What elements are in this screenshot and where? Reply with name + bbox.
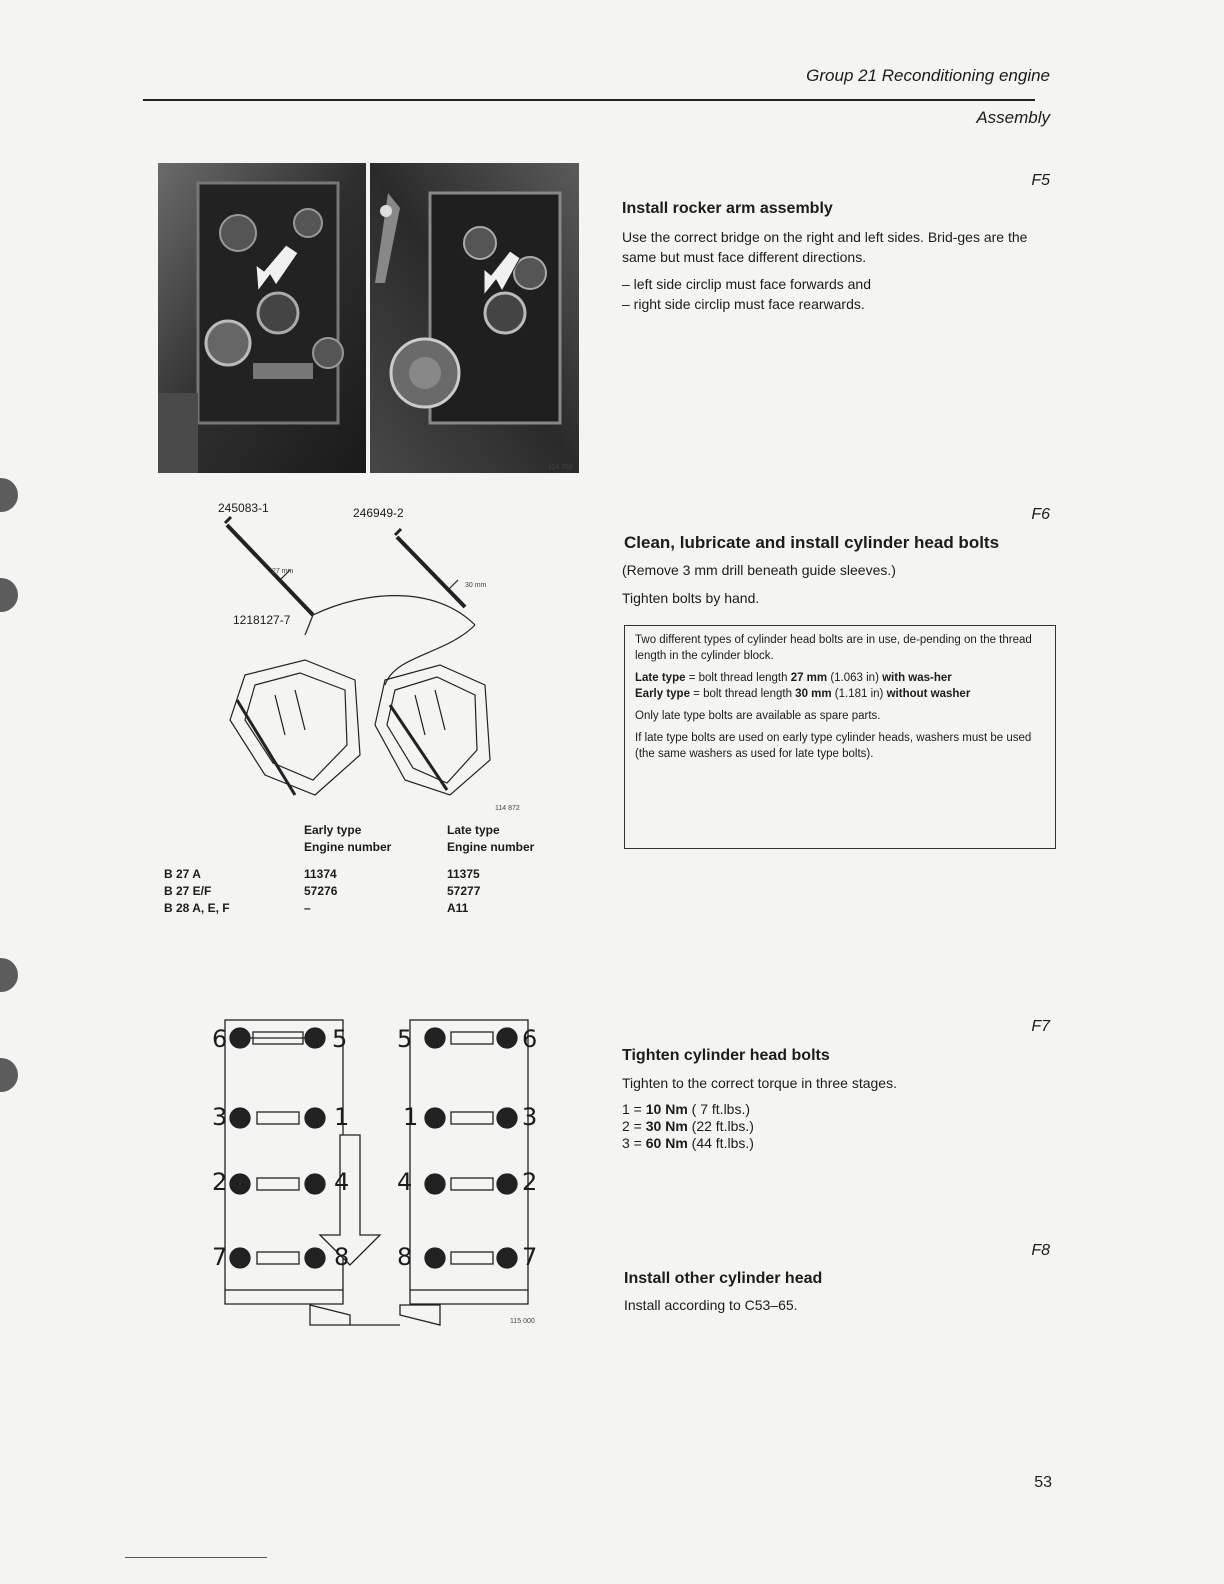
bolt-number: 1 [403,1103,419,1131]
section-code-f5: F5 [1031,172,1050,189]
thread-length-a: 27 mm [272,568,294,575]
section-code-f7: F7 [1031,1018,1050,1035]
list-item: – right side circlip must face rearwards. [622,296,865,312]
table-cell: B 28 A, E, F [164,901,230,915]
note-late-type: Late type = bolt thread length 27 mm (1.063 in) with was-her [635,672,952,684]
table-header-late: Late type Engine number [447,823,535,854]
note-paragraph: If late type bolts are used on early type cylinder heads, washers must be used (the same washers as used for late type bolts). [635,732,1032,760]
bolt-number: 6 [212,1025,228,1053]
figure-code: 115 000 [510,1318,535,1325]
table-cell: 57277 [447,884,481,898]
table-models [164,866,230,917]
note-paragraph: Two different types of cylinder head bolts are in use, de-pending on the thread length in the cylinder block. [635,634,1032,662]
section-body-f7: Tighten to the correct torque in three stages. [622,1075,897,1091]
bolt-diagram [185,495,585,825]
bolt-number: 5 [397,1025,413,1053]
section-line-f6-2: Tighten bolts by hand. [622,590,760,606]
list-item: 1 = 10 Nm ( 7 ft.lbs.) [622,1101,751,1117]
part-number-a: 245083-1 [218,501,269,515]
section-line-f6-1: (Remove 3 mm drill beneath guide sleeves.) [622,562,896,578]
rocker-arm-photo-left [158,163,366,473]
binder-hole [0,478,18,512]
table-header-early: Early type Engine number [304,823,392,854]
table-late-numbers [447,866,480,917]
bolt-number: 2 [212,1168,228,1196]
note-box [624,625,1056,849]
table-cell: B 27 A [164,867,201,881]
note-paragraph: Only late type bolts are available as spare parts. [635,710,881,722]
bolt-number: 8 [334,1243,350,1271]
bolt-number: 3 [522,1103,538,1131]
list-item: – left side circlip must face forwards and [622,276,871,292]
section-title-f7: Tighten cylinder head bolts [622,1047,830,1064]
section-code-f8: F8 [1031,1242,1050,1259]
binder-hole [0,958,18,992]
bolt-number: 7 [522,1243,538,1271]
section-header-title: Group 21 Reconditioning engine [806,66,1050,85]
part-number-b: 246949-2 [353,506,404,520]
section-title-f8: Install other cylinder head [624,1270,823,1287]
section-body-f8: Install according to C53–65. [624,1297,798,1313]
bolt-number: 4 [397,1168,413,1196]
binder-hole [0,578,18,612]
bolt-number: 8 [397,1243,413,1271]
table-cell: B 27 E/F [164,884,212,898]
table-cell: A11 [447,901,469,915]
footer-rule [125,1557,267,1558]
list-item: 2 = 30 Nm (22 ft.lbs.) [622,1118,754,1134]
page-number: 53 [1034,1474,1052,1491]
bolt-number: 2 [522,1168,538,1196]
binder-hole [0,1058,18,1092]
rocker-arm-photo-right [370,163,579,473]
photo-code: 114 769 [548,464,573,471]
header-rule [143,99,1035,101]
bolt-number: 6 [522,1025,538,1053]
section-body-f5: Use the correct bridge on the right and left sides. Brid-ges are the same but must face different directions. [622,229,1028,265]
table-cell: 11374 [304,867,337,881]
bolt-number: 1 [334,1103,350,1131]
table-cell: 11375 [447,867,480,881]
bolt-number: 3 [212,1103,228,1131]
section-header-subtitle: Assembly [976,108,1050,127]
bolt-number: 7 [212,1243,228,1271]
section-title-f6: Clean, lubricate and install cylinder head bolts [624,533,1000,552]
table-cell: – [304,901,311,915]
table-cell: 57276 [304,884,338,898]
bolt-number: 4 [334,1168,350,1196]
bolt-number: 5 [332,1025,348,1053]
table-early-numbers [304,866,337,917]
torque-stages [622,1101,754,1152]
section-code-f6: F6 [1031,506,1050,523]
figure-code: 114 872 [495,805,520,812]
list-item: 3 = 60 Nm (44 ft.lbs.) [622,1135,754,1151]
section-title-f5: Install rocker arm assembly [622,200,833,217]
note-early-type: Early type = bolt thread length 30 mm (1.181 in) without washer [635,688,971,700]
thread-length-b: 30 mm [465,582,487,589]
part-number-c: 1218127-7 [233,613,291,627]
torque-sequence-diagram [195,1010,555,1330]
